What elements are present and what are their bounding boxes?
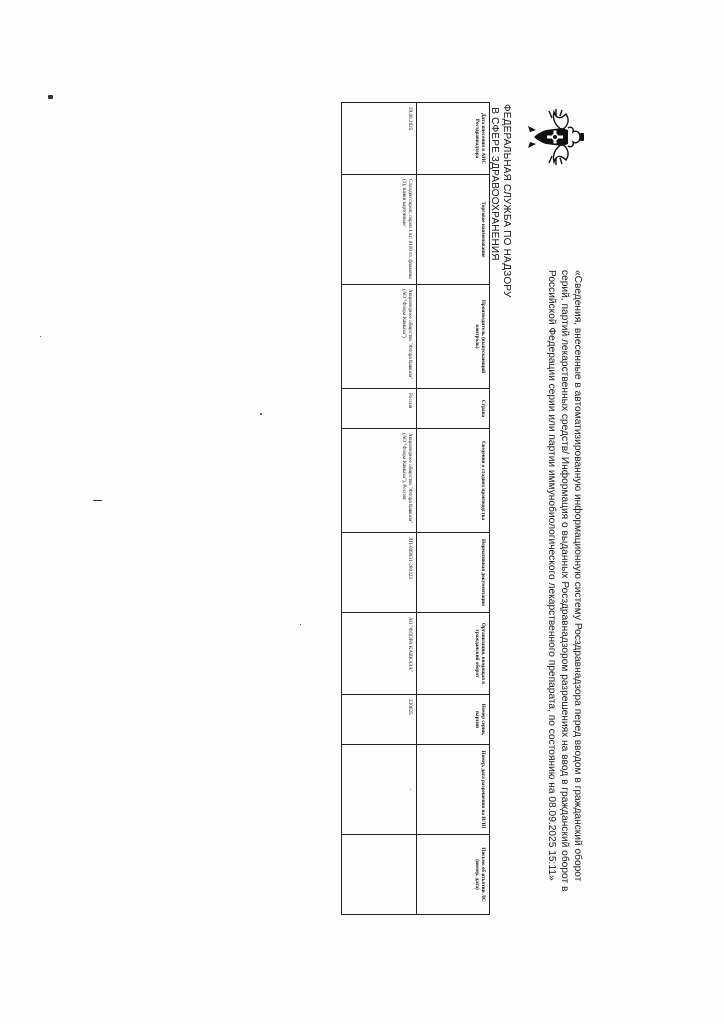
table-row <box>342 103 417 915</box>
scan-speck <box>93 500 102 501</box>
column-header-permit: Номер, дата разрешения на ИЛП <box>417 745 490 835</box>
eagle-emblem-icon <box>524 106 586 168</box>
column-header-trade-name: Торговое наименование <box>417 175 490 285</box>
column-header-country: Страна <box>417 389 490 429</box>
cell-manufacturer: Акционерное общество "Флора Кавказа" (АО "Флора Кавказа") <box>342 285 417 389</box>
cell-withdrawal <box>342 835 417 915</box>
column-header-manufacturer: Производитель (выпускающий контроль) <box>417 285 490 389</box>
cell-organization: АО "ФЛОРА КАВКАЗА" <box>342 613 417 695</box>
cell-documentation: ЛП-009931-280323 <box>342 533 417 613</box>
column-header-documentation: Нормативная документация <box>417 533 490 613</box>
column-header-organization: Организация, вводящая в гражданский оборот <box>417 613 490 695</box>
rotated-content <box>132 102 592 922</box>
column-header-stages: Сведения о стадиях производства <box>417 429 490 533</box>
column-header-series: Номер серии, партии <box>417 695 490 745</box>
document-heading: «Сведения, внесенные в автоматизированную информационную систему Росздравнадзора перед вводом в гражданский оборот серий, партий лекарственных средств/ Информация о выданных Росздравнадзором разрешениях на ввод в гражданский оборот в Российской Федерации серии или партии иммунобиологического лекарственного препарата, по состоянию на 08.09.2025 15:11» <box>546 270 583 892</box>
scan-speck <box>40 336 41 337</box>
column-header-withdrawal: Письмо об изъятии ЛС (номер, дата) <box>417 835 490 915</box>
cell-date: 29.08.2025 <box>342 103 417 175</box>
agency-name <box>488 104 512 298</box>
cell-trade-name: Солодки сироп; сироп 1 кг: 0100 гл. флаконы (1), пачки картонные/ <box>342 175 417 285</box>
cell-series: 230625 <box>342 695 417 745</box>
table-header-row <box>417 103 490 915</box>
scan-speck <box>48 95 53 99</box>
cell-permit: - <box>342 745 417 835</box>
cell-stages: Акционерное общество "Флора Кавказа" (АО "Флора Кавказа"), Россия <box>342 429 417 533</box>
agency-name-line2: В СФЕРЕ ЗДРАВООХРАНЕНИЯ <box>489 107 500 261</box>
cell-country: Россия <box>342 389 417 429</box>
column-header-date: Дата внесения в АИС Росздравнадзора <box>417 103 490 175</box>
agency-name-line1: ФЕДЕРАЛЬНАЯ СЛУЖБА ПО НАДЗОРУ <box>501 104 512 298</box>
registry-table <box>341 102 490 915</box>
